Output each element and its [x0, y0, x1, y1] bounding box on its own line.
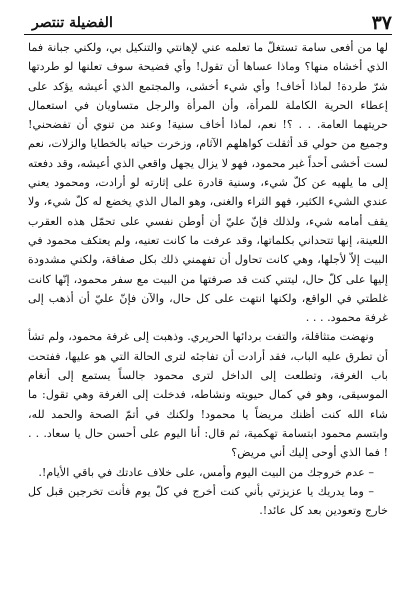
page-number: ٣٧	[371, 12, 392, 34]
running-title: الفضيلة تنتصر	[32, 15, 113, 31]
page-header	[24, 8, 392, 34]
dialogue-line: – وما يدريك يا عزيزتي بأني كنت أخرج في كلّ يوم فأنت تخرجين قبل كل خارج وتعودين بعد كل عائد!.	[28, 484, 388, 518]
paragraph: لها من أفعى سامة تستغلّ ما تعلمه عني لإهانتي والتنكيل بي، ولكني جبانة فما الذي أخشاه منها؟ وماذا عساها أن تقول! وأي فضيحة سوف تعلنها لو طردتها شرّ طردة! لماذا أخاف! وأي شيء أخشى، والمجتمع الذي أعيشه يؤكد على إعطاء الحرية الكاملة للمرأة، وأن المرأة والرجل متساويان في استعمال حريتهما العامة. . . ؟! نعم، لماذا أخاف سنية! وعند من تنوي أن تفضحني! وجميع من حولي قد أثقلت كواهلهم الآثام، وزخرت حياته بالخطايا والزلات، نعم لست أخشى أحداً غير محمود، فهو لا يزال يجهل واقعي الذي أعيشه، وقد دفعته إلى ما يلهيه عن كلّ شيء، وسنية قادرة على إثارته لو أرادت، ومحمود يعني عندي الشيء الكثير، فهو الثراء والغنى، وهو المال الذي يخضع له كلّ شيء، ولا يقف أمامه شيء، ولذلك فإنّ عليّ أن أوطن نفسي على تحمّل هذه العقرب اللعينة، إنها تتحداني بكلماتها، وقد عرفت ما كانت تعنيه، ولم يعتكف محمود في البيت إلاّ لأجلها، وهي كانت تحاول أن تفهمني ذلك بكل صفاقة، ولكني مشدودة إليها على كلّ حال، ليتني كنت قد صرفتها من البيت مع سفر محمود، إنّها كانت غلطتي في الواقع، ولكنها انتهت على كل حال، والآن فإنّ عليّ أن أذهب إلى غرفة محمود. . . .	[28, 41, 388, 325]
body-text	[28, 38, 388, 520]
dialogue-line: – عدم خروجك من البيت اليوم وأمس، على خلاف عادتك في باقي الأيام!.	[38, 465, 374, 479]
header-rule	[24, 34, 392, 35]
paragraph: ونهضت متثاقلة، والتفت بردائها الحريري. وذهبت إلى غرفة محمود، ولم تشأ أن تطرق عليه الباب، فقد أرادت أن تفاجئه لترى الحالة التي هو عليها، ففتحت باب الغرفة، وتطلعت إلى الداخل لترى محمود جالساً يستمع إلى أنغام الموسيقى، وهو في كمال حيويته ونشاطه، فدخلت إلى الغرفة وهي تقول: ما شاء الله كنت أظنك مريضاً يا محمود! ولكنك في أتمّ الصحة والحمد لله، وابتسم محمود ابتسامة تهكمية، ثم قال: أنا اليوم على أحسن حال يا سعاد. . . ! فما الذي أوحى إليك أني مريض؟	[28, 330, 388, 460]
